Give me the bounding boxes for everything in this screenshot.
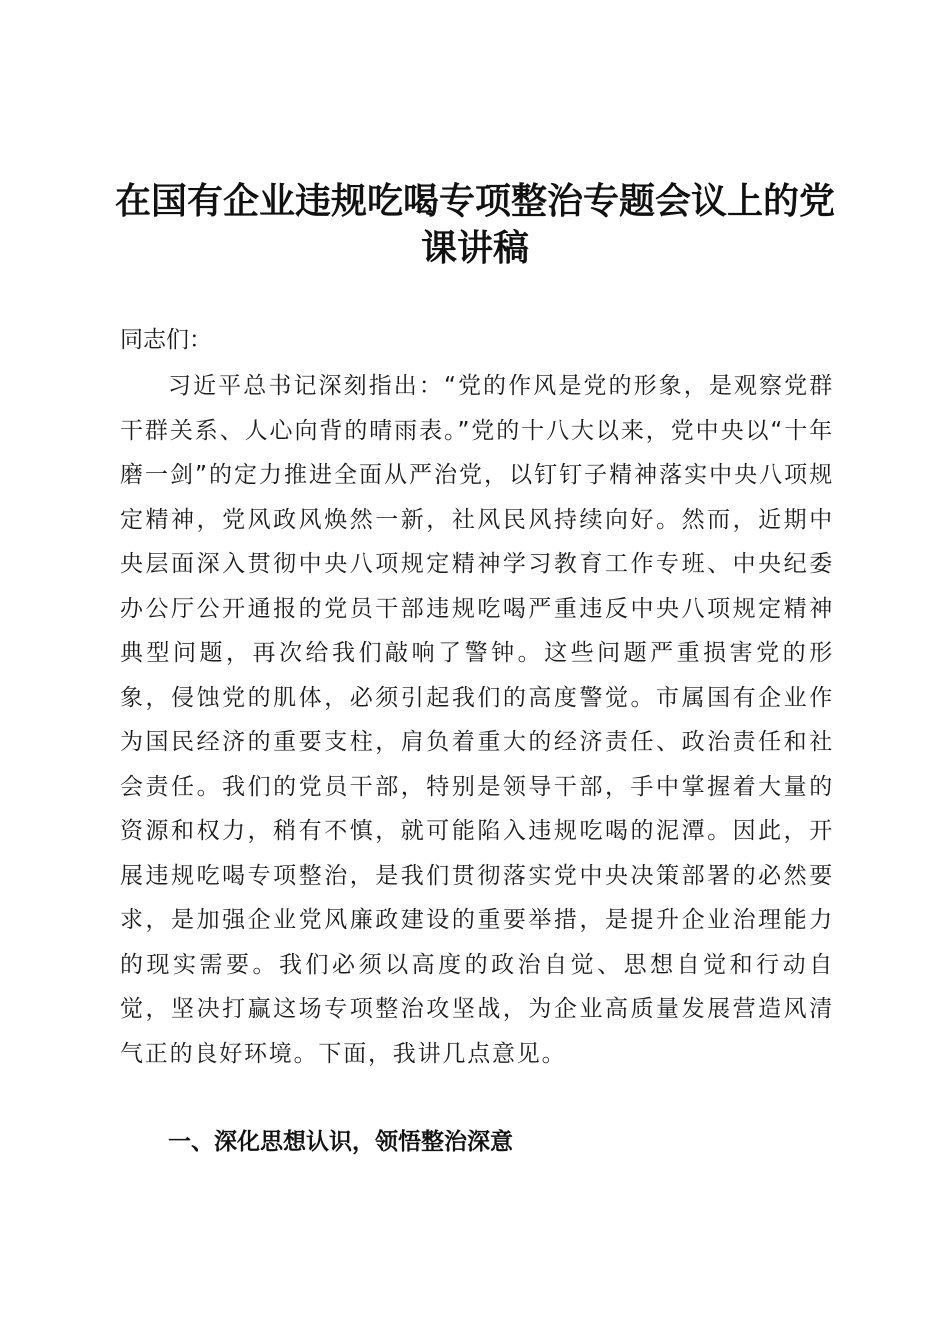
document-title: 在国有企业违规吃喝专项整治专题会议上的党课讲稿 [114, 180, 835, 269]
salutation: 同志们： [120, 327, 212, 353]
body-paragraph: 习近平总书记深刻指出：“党的作风是党的形象，是观察党群干群关系、人心向背的晴雨表。”党的十八大以来，党中央以“十年磨一剑”的定力推进全面从严治党，以钉钉子精神落实中央八项规定精神，党风政风焕然一新，社风民风持续向好。然而，近期中央层面深入贯彻中央八项规定精神学习教育工作专班、中央纪委办公厅公开通报的党员干部违规吃喝严重违反中央八项规定精神典型问题，再次给我们敲响了警钟。这些问题严重损害党的形象，侵蚀党的肌体，必须引起我们的高度警觉。市属国有企业作为国民经济的重要支柱，肩负着重大的经济责任、政治责任和社会责任。我们的党员干部，特别是领导干部，手中掌握着大量的资源和权力，稍有不慎，就可能陷入违规吃喝的泥潭。因此，开展违规吃喝专项整治，是我们贯彻落实党中央决策部署的必然要求，是加强企业党风廉政建设的重要举措，是提升企业治理能力的现实需要。我们必须以高度的政治自觉、思想自觉和行动自觉，坚决打赢这场专项整治攻坚战，为企业高质量发展营造风清气正的良好环境。下面，我讲几点意见。 [120, 373, 834, 1067]
section-heading: 一、深化思想认识，领悟整治深意 [168, 1129, 513, 1155]
